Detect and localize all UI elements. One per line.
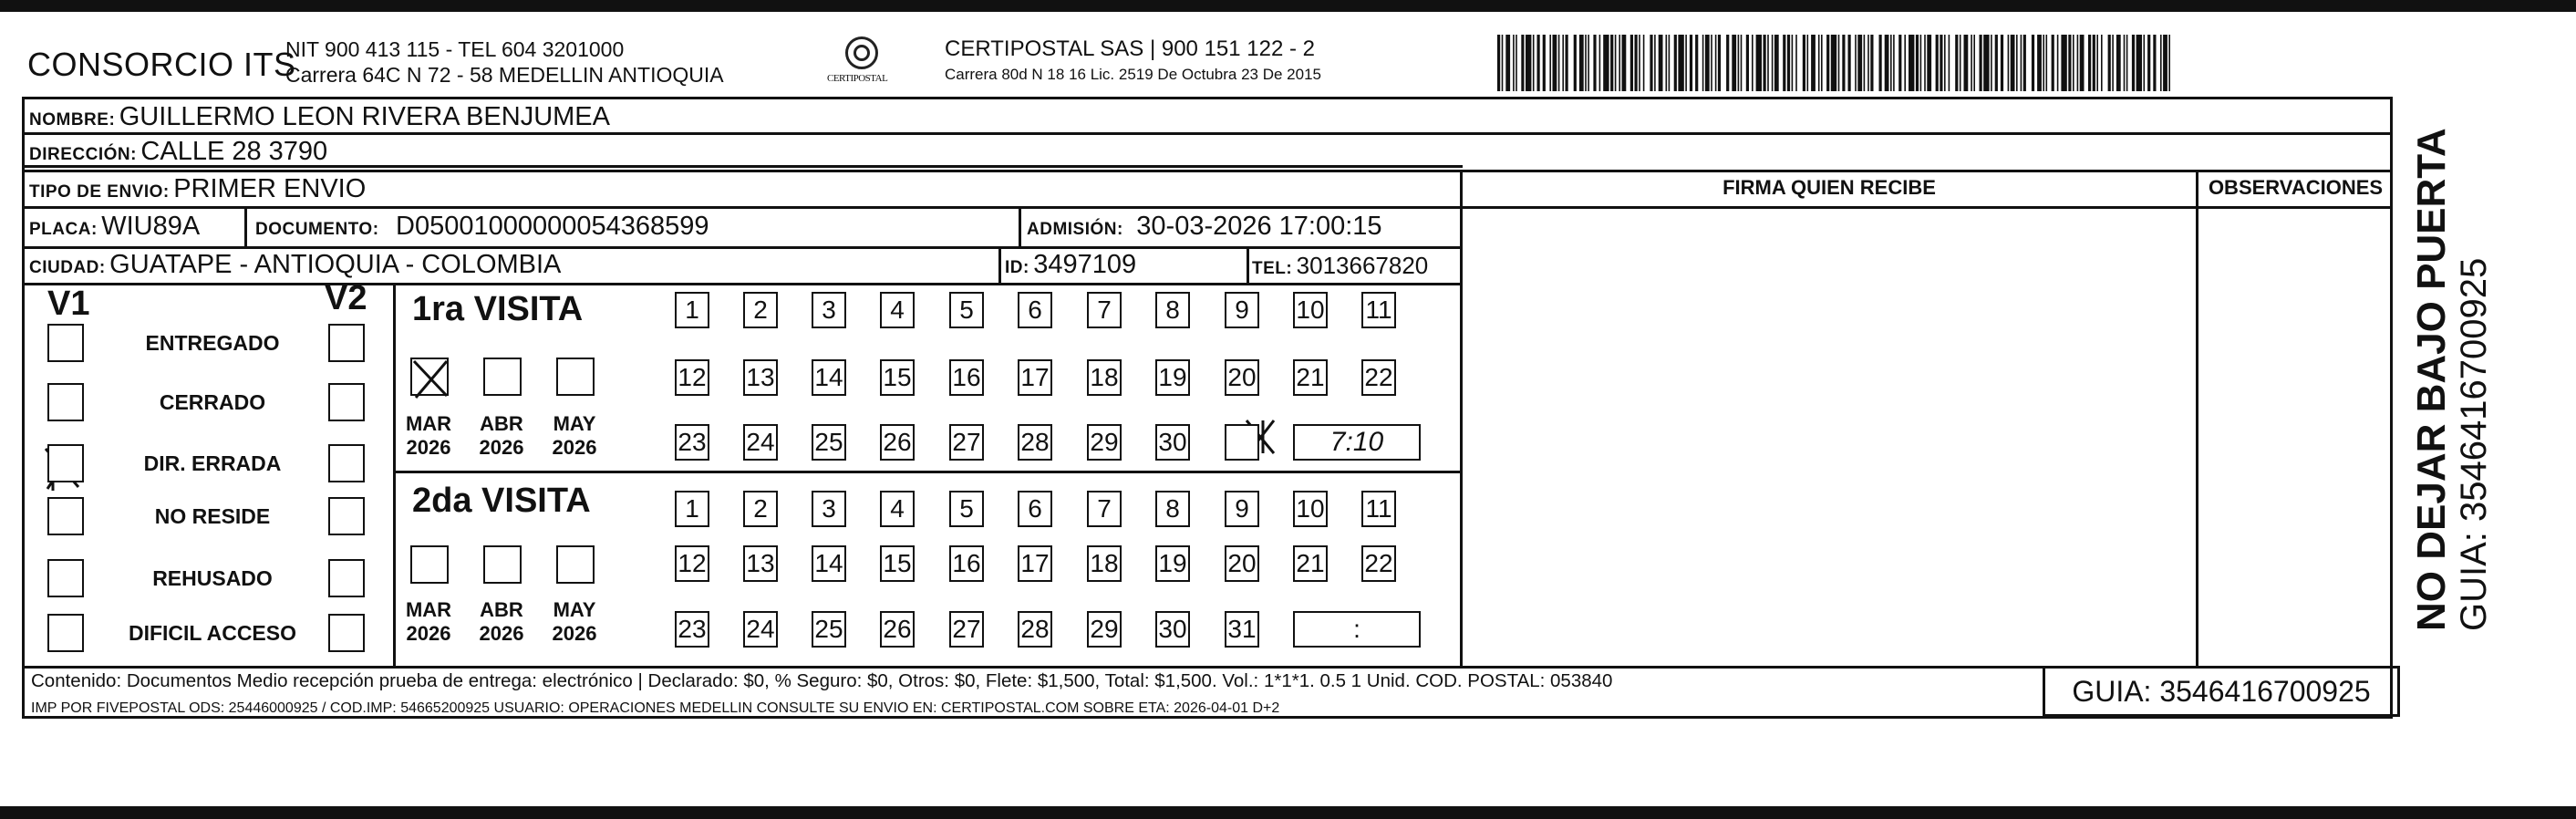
day-box[interactable]: 29 bbox=[1087, 424, 1122, 461]
barcode-bar bbox=[1588, 35, 1589, 91]
guia-box: GUIA: 3546416700925 bbox=[2043, 666, 2400, 717]
barcode-bar bbox=[1909, 35, 1914, 91]
barcode-bar bbox=[1898, 35, 1901, 91]
contenido-line: Contenido: Documentos Medio recepción prueba de entrega: electrónico | Declarado: $0, % Seguro: $0, Otros: $0, Flete: $1,500, Total: $1,500. Vol.: 1*1*1. 0.5 1 Unid. COD. POSTAL: 053840 bbox=[31, 670, 1613, 691]
documento-value: D05001000000054368599 bbox=[396, 212, 709, 241]
barcode-bar bbox=[1622, 35, 1627, 91]
barcode-bar bbox=[2163, 35, 2167, 91]
barcode-bar bbox=[2160, 35, 2162, 91]
day-box[interactable]: 5 bbox=[949, 292, 984, 328]
v1-header: V1 bbox=[47, 285, 90, 323]
day-box[interactable]: 15 bbox=[880, 545, 915, 582]
company-info bbox=[285, 36, 724, 88]
barcode-bar bbox=[2112, 35, 2114, 91]
barcode-bar bbox=[1741, 35, 1743, 91]
v1-checkbox[interactable] bbox=[47, 559, 84, 597]
barcode-bar bbox=[1811, 35, 1816, 91]
barcode-bar bbox=[1864, 35, 1866, 91]
day-box[interactable]: 3 bbox=[812, 491, 846, 527]
barcode-bar bbox=[2093, 35, 2095, 91]
barcode-bar bbox=[2023, 35, 2026, 91]
status-label: REHUSADO bbox=[152, 566, 273, 590]
day-box[interactable]: 29 bbox=[1087, 611, 1122, 648]
day-box[interactable]: 1 bbox=[675, 292, 709, 328]
barcode-bar bbox=[1537, 35, 1540, 91]
barcode-bar bbox=[1585, 35, 1587, 91]
admision-field bbox=[1027, 212, 1382, 242]
day-box[interactable]: 22 bbox=[1361, 545, 1396, 582]
barcode-bar bbox=[1711, 35, 1712, 91]
placa-field bbox=[29, 212, 200, 242]
barcode-bar bbox=[1767, 35, 1769, 91]
month-name: ABR bbox=[480, 412, 523, 435]
barcode-bar bbox=[1702, 35, 1704, 91]
barcode-bar bbox=[1533, 35, 1535, 91]
barcode-bar bbox=[1615, 35, 1617, 91]
day-box[interactable]: 31 bbox=[1225, 611, 1259, 648]
day-box[interactable]: 21 bbox=[1293, 545, 1328, 582]
direccion-label: DIRECCIÓN: bbox=[29, 145, 137, 164]
barcode bbox=[1497, 35, 2177, 91]
barcode-bar bbox=[1678, 35, 1683, 91]
barcode-bar bbox=[1558, 35, 1560, 91]
day-box[interactable]: 25 bbox=[812, 611, 846, 648]
day-box[interactable]: 14 bbox=[812, 359, 846, 396]
barcode-bar bbox=[1752, 35, 1754, 91]
day-box[interactable]: 2 bbox=[743, 491, 778, 527]
day-box[interactable]: 5 bbox=[949, 491, 984, 527]
barcode-bar bbox=[2068, 35, 2071, 91]
barcode-bar bbox=[1635, 35, 1638, 91]
barcode-bar bbox=[2052, 35, 2054, 91]
nombre-row bbox=[29, 102, 610, 132]
barcode-bar bbox=[2021, 35, 2023, 91]
day-box[interactable]: 13 bbox=[743, 545, 778, 582]
barcode-bar bbox=[1574, 35, 1577, 91]
side-text bbox=[2410, 128, 2494, 631]
barcode-bar bbox=[1983, 35, 1989, 91]
v2-header: V2 bbox=[325, 279, 367, 317]
barcode-bar bbox=[1855, 35, 1857, 91]
v2-checkbox[interactable] bbox=[328, 324, 365, 362]
barcode-bar bbox=[1991, 35, 1992, 91]
day-box[interactable]: 6 bbox=[1018, 491, 1052, 527]
barcode-bar bbox=[1826, 35, 1829, 91]
id-value: 3497109 bbox=[1033, 250, 1137, 279]
barcode-bar bbox=[1619, 35, 1620, 91]
month-label bbox=[401, 412, 456, 460]
barcode-bar bbox=[1526, 35, 1531, 91]
logo-text: CERTIPOSTAL bbox=[827, 73, 888, 84]
barcode-bar bbox=[1893, 35, 1895, 91]
nit-line: NIT 900 413 115 - TEL 604 3201000 bbox=[285, 37, 625, 61]
day-box[interactable]: 20 bbox=[1225, 545, 1259, 582]
barcode-bar bbox=[1497, 35, 1500, 91]
day-box[interactable]: 13 bbox=[743, 359, 778, 396]
company-address: Carrera 64C N 72 - 58 MEDELLIN ANTIOQUIA bbox=[285, 63, 724, 87]
barcode-bar bbox=[2037, 35, 2042, 91]
month-label bbox=[401, 598, 456, 646]
second-visit-title: 2da VISITA bbox=[412, 482, 591, 520]
barcode-bar bbox=[1927, 35, 1931, 91]
day-box[interactable]: 2 bbox=[743, 292, 778, 328]
barcode-bar bbox=[1669, 35, 1671, 91]
month-year: 2026 bbox=[406, 622, 451, 645]
side-guia-text: GUIA: 3546416700925 bbox=[2454, 257, 2494, 631]
tipo-envio-row bbox=[29, 174, 366, 204]
day-box[interactable]: 21 bbox=[1293, 359, 1328, 396]
day-box[interactable]: 15 bbox=[880, 359, 915, 396]
barcode-bar bbox=[1566, 35, 1568, 91]
barcode-bar bbox=[1879, 35, 1882, 91]
barcode-bar bbox=[1630, 35, 1633, 91]
month-year: 2026 bbox=[552, 622, 597, 645]
barcode-bar bbox=[1838, 35, 1840, 91]
no-dejar-text: NO DEJAR BAJO PUERTA bbox=[2409, 128, 2454, 631]
barcode-bar bbox=[1502, 35, 1504, 91]
month-name: ABR bbox=[480, 598, 523, 621]
day-box[interactable]: 9 bbox=[1225, 292, 1259, 328]
certipostal-logo-icon bbox=[825, 36, 898, 97]
barcode-bar bbox=[1821, 35, 1823, 91]
barcode-bar bbox=[2077, 35, 2079, 91]
v2-checkbox[interactable] bbox=[328, 383, 365, 421]
barcode-bar bbox=[1949, 35, 1950, 91]
barcode-bar bbox=[1516, 35, 1517, 91]
barcode-bar bbox=[2032, 35, 2034, 91]
barcode-bar bbox=[1639, 35, 1640, 91]
barcode-bar bbox=[1890, 35, 1892, 91]
barcode-bar bbox=[1960, 35, 1961, 91]
barcode-bar bbox=[1818, 35, 1820, 91]
barcode-bar bbox=[2046, 35, 2048, 91]
day-box[interactable]: 4 bbox=[880, 292, 915, 328]
day-box[interactable]: 10 bbox=[1293, 292, 1328, 328]
day-box[interactable]: 25 bbox=[812, 424, 846, 461]
month-year: 2026 bbox=[479, 622, 524, 645]
top-edge-bar bbox=[0, 0, 2576, 12]
barcode-bar bbox=[2101, 35, 2103, 91]
barcode-bar bbox=[1650, 35, 1652, 91]
barcode-bar bbox=[1870, 35, 1873, 91]
barcode-bar bbox=[2011, 35, 2015, 91]
direccion-value: CALLE 28 3790 bbox=[140, 137, 328, 166]
month-name: MAR bbox=[405, 598, 452, 621]
month-label bbox=[547, 598, 602, 646]
barcode-bar bbox=[1654, 35, 1656, 91]
barcode-bar bbox=[1973, 35, 1975, 91]
admision-label: ADMISIÓN: bbox=[1027, 220, 1123, 239]
firma-header: FIRMA QUIEN RECIBE bbox=[1723, 176, 1936, 199]
barcode-bar bbox=[2061, 35, 2066, 91]
day-box[interactable]: 7 bbox=[1087, 292, 1122, 328]
month-checkbox[interactable] bbox=[556, 358, 595, 396]
month-label bbox=[474, 412, 529, 460]
v1-checkbox[interactable] bbox=[47, 497, 84, 535]
barcode-bar bbox=[1867, 35, 1869, 91]
barcode-bar bbox=[1795, 35, 1797, 91]
tipo-envio-label: TIPO DE ENVIO: bbox=[29, 182, 170, 202]
barcode-bar bbox=[2001, 35, 2003, 91]
day-box[interactable]: 6 bbox=[1018, 292, 1052, 328]
month-name: MAY bbox=[553, 598, 596, 621]
barcode-bar bbox=[1944, 35, 1946, 91]
barcode-bar bbox=[1995, 35, 1998, 91]
barcode-bar bbox=[2153, 35, 2156, 91]
day-box[interactable]: 4 bbox=[880, 491, 915, 527]
barcode-bar bbox=[1659, 35, 1663, 91]
placa-value: WIU89A bbox=[101, 212, 201, 241]
month-checkbox[interactable] bbox=[483, 545, 522, 584]
barcode-bar bbox=[1792, 35, 1794, 91]
status-label: DIFICIL ACCESO bbox=[128, 621, 296, 645]
day-box[interactable]: 16 bbox=[949, 545, 984, 582]
barcode-bar bbox=[1955, 35, 1958, 91]
day-box[interactable]: 23 bbox=[675, 611, 709, 648]
v1-checkbox[interactable] bbox=[47, 324, 84, 362]
day-box[interactable]: 30 bbox=[1155, 424, 1190, 461]
barcode-bar bbox=[1521, 35, 1524, 91]
barcode-bar bbox=[1643, 35, 1645, 91]
barcode-bar bbox=[2168, 35, 2170, 91]
v1-checkbox[interactable] bbox=[47, 383, 84, 421]
v1-checkbox[interactable] bbox=[47, 444, 84, 482]
barcode-bar bbox=[1738, 35, 1740, 91]
day-box[interactable]: 8 bbox=[1155, 292, 1190, 328]
barcode-bar bbox=[1885, 35, 1889, 91]
month-year: 2026 bbox=[479, 436, 524, 459]
barcode-bar bbox=[1831, 35, 1836, 91]
v2-checkbox[interactable] bbox=[328, 444, 365, 482]
barcode-bar bbox=[2008, 35, 2010, 91]
month-checkbox[interactable] bbox=[410, 545, 449, 584]
month-label bbox=[474, 598, 529, 646]
day-box[interactable]: 19 bbox=[1155, 545, 1190, 582]
barcode-bar bbox=[1718, 35, 1721, 91]
barcode-bar bbox=[1732, 35, 1736, 91]
barcode-bar bbox=[1505, 35, 1510, 91]
observaciones-area[interactable] bbox=[2198, 209, 2393, 665]
tipo-envio-value: PRIMER ENVIO bbox=[173, 174, 367, 203]
barcode-bar bbox=[2096, 35, 2098, 91]
day-box[interactable]: 26 bbox=[880, 611, 915, 648]
ciudad-label: CIUDAD: bbox=[29, 258, 106, 277]
barcode-bar bbox=[1695, 35, 1698, 91]
day-box[interactable]: 12 bbox=[675, 545, 709, 582]
day-box[interactable]: 7 bbox=[1087, 491, 1122, 527]
barcode-bar bbox=[1705, 35, 1710, 91]
barcode-bar bbox=[1783, 35, 1785, 91]
month-label bbox=[547, 412, 602, 460]
barcode-bar bbox=[1936, 35, 1939, 91]
barcode-bar bbox=[1756, 35, 1762, 91]
nombre-value: GUILLERMO LEON RIVERA BENJUMEA bbox=[119, 102, 610, 131]
barcode-bar bbox=[1674, 35, 1677, 91]
first-visit-title: 1ra VISITA bbox=[412, 290, 584, 328]
status-label: CERRADO bbox=[159, 390, 266, 414]
barcode-bar bbox=[1553, 35, 1557, 91]
barcode-bar bbox=[2073, 35, 2074, 91]
tel-label: TEL: bbox=[1252, 259, 1293, 278]
barcode-bar bbox=[1924, 35, 1926, 91]
barcode-bar bbox=[1603, 35, 1609, 91]
day-box[interactable]: 11 bbox=[1361, 491, 1396, 527]
barcode-bar bbox=[1513, 35, 1515, 91]
barcode-bar bbox=[2088, 35, 2091, 91]
barcode-bar bbox=[1593, 35, 1596, 91]
barcode-bar bbox=[2016, 35, 2018, 91]
barcode-bar bbox=[1610, 35, 1613, 91]
day-box[interactable]: 22 bbox=[1361, 359, 1396, 396]
observaciones-header: OBSERVACIONES bbox=[2208, 176, 2384, 199]
day-box[interactable]: 17 bbox=[1018, 545, 1052, 582]
barcode-bar bbox=[1964, 35, 1969, 91]
admision-value: 30-03-2026 17:00:15 bbox=[1136, 212, 1382, 241]
v2-checkbox[interactable] bbox=[328, 497, 365, 535]
barcode-bar bbox=[1599, 35, 1601, 91]
status-label: NO RESIDE bbox=[154, 504, 271, 528]
barcode-bar bbox=[1579, 35, 1584, 91]
day-box[interactable]: 12 bbox=[675, 359, 709, 396]
day-box[interactable]: 17 bbox=[1018, 359, 1052, 396]
barcode-bar bbox=[1971, 35, 1972, 91]
barcode-bar bbox=[1940, 35, 1942, 91]
barcode-bar bbox=[1803, 35, 1805, 91]
month-name: MAR bbox=[405, 412, 452, 435]
month-year: 2026 bbox=[552, 436, 597, 459]
documento-field bbox=[255, 212, 709, 242]
barcode-bar bbox=[1807, 35, 1809, 91]
barcode-bar bbox=[2043, 35, 2044, 91]
barcode-bar bbox=[1916, 35, 1919, 91]
barcode-bar bbox=[1746, 35, 1749, 91]
month-checkbox[interactable] bbox=[410, 358, 449, 396]
barcode-bar bbox=[2124, 35, 2126, 91]
barcode-bar bbox=[2126, 35, 2128, 91]
certipostal-line: CERTIPOSTAL SAS | 900 151 122 - 2 bbox=[945, 36, 1315, 61]
barcode-bar bbox=[1685, 35, 1687, 91]
month-year: 2026 bbox=[406, 436, 451, 459]
barcode-bar bbox=[2144, 35, 2146, 91]
barcode-bar bbox=[1774, 35, 1779, 91]
barcode-bar bbox=[2136, 35, 2142, 91]
barcode-bar bbox=[1857, 35, 1862, 91]
month-checkbox[interactable] bbox=[556, 545, 595, 584]
barcode-bar bbox=[1772, 35, 1774, 91]
day-box[interactable]: 11 bbox=[1361, 292, 1396, 328]
month-checkbox[interactable] bbox=[483, 358, 522, 396]
barcode-bar bbox=[1666, 35, 1668, 91]
tel-field bbox=[1252, 252, 1428, 280]
barcode-bar bbox=[1787, 35, 1790, 91]
day-box[interactable]: 10 bbox=[1293, 491, 1328, 527]
imp-line: IMP POR FIVEPOSTAL ODS: 25446000925 / COD.IMP: 54665200925 USUARIO: OPERACIONES MEDELLIN CONSULTE SU ENVIO EN: CERTIPOSTAL.COM SOBRE ETA: 2026-04-01 D+2 bbox=[31, 700, 1280, 716]
placa-label: PLACA: bbox=[29, 220, 98, 239]
status-label: DIR. ERRADA bbox=[143, 451, 282, 475]
day-box[interactable]: 8 bbox=[1155, 491, 1190, 527]
day-box[interactable]: 26 bbox=[880, 424, 915, 461]
day-box[interactable]: 24 bbox=[743, 424, 778, 461]
day-box[interactable]: 1 bbox=[675, 491, 709, 527]
ciudad-value: GUATAPE - ANTIOQUIA - COLOMBIA bbox=[109, 250, 562, 279]
barcode-bar bbox=[1543, 35, 1546, 91]
barcode-bar bbox=[2057, 35, 2059, 91]
tel-value: 3013667820 bbox=[1296, 252, 1429, 279]
barcode-bar bbox=[2116, 35, 2121, 91]
company-name: CONSORCIO ITS bbox=[27, 46, 296, 83]
day-box-31[interactable] bbox=[1225, 424, 1259, 461]
barcode-bar bbox=[1549, 35, 1551, 91]
day-box[interactable]: 3 bbox=[812, 292, 846, 328]
barcode-bar bbox=[1562, 35, 1564, 91]
day-box[interactable]: 28 bbox=[1018, 611, 1052, 648]
barcode-bar bbox=[1980, 35, 1982, 91]
barcode-bar bbox=[1904, 35, 1906, 91]
month-name: MAY bbox=[553, 412, 596, 435]
v2-checkbox[interactable] bbox=[328, 614, 365, 652]
nombre-label: NOMBRE: bbox=[29, 110, 116, 130]
documento-label: DOCUMENTO: bbox=[255, 220, 379, 239]
barcode-bar bbox=[2147, 35, 2150, 91]
direccion-row bbox=[29, 137, 327, 167]
id-label: ID: bbox=[1005, 258, 1029, 277]
day-box[interactable]: 18 bbox=[1087, 545, 1122, 582]
day-box[interactable]: 9 bbox=[1225, 491, 1259, 527]
id-field bbox=[1005, 250, 1136, 280]
ciudad-field bbox=[29, 250, 561, 280]
certipostal-address: Carrera 80d N 18 16 Lic. 2519 De Octubra 23 De 2015 bbox=[945, 66, 1321, 83]
barcode-bar bbox=[1715, 35, 1717, 91]
day-box[interactable]: 27 bbox=[949, 424, 984, 461]
day-box[interactable]: 27 bbox=[949, 611, 984, 648]
day-box[interactable]: 23 bbox=[675, 424, 709, 461]
day-box[interactable]: 30 bbox=[1155, 611, 1190, 648]
v2-checkbox[interactable] bbox=[328, 559, 365, 597]
barcode-bar bbox=[1848, 35, 1851, 91]
day-box[interactable]: 24 bbox=[743, 611, 778, 648]
v1-checkbox[interactable] bbox=[47, 614, 84, 652]
barcode-bar bbox=[2108, 35, 2111, 91]
time-box[interactable]: : bbox=[1293, 611, 1421, 648]
day-box[interactable]: 28 bbox=[1018, 424, 1052, 461]
bottom-edge-bar bbox=[0, 806, 2576, 819]
day-box[interactable]: 16 bbox=[949, 359, 984, 396]
day-box[interactable]: 19 bbox=[1155, 359, 1190, 396]
day-box[interactable]: 18 bbox=[1087, 359, 1122, 396]
barcode-bar bbox=[1726, 35, 1729, 91]
barcode-bar bbox=[1764, 35, 1766, 91]
barcode-bar bbox=[2132, 35, 2135, 91]
day-box[interactable]: 20 bbox=[1225, 359, 1259, 396]
status-label: ENTREGADO bbox=[145, 331, 280, 355]
firma-area[interactable] bbox=[1463, 209, 2196, 665]
barcode-bar bbox=[1690, 35, 1692, 91]
barcode-bar bbox=[2080, 35, 2085, 91]
barcode-bar bbox=[1842, 35, 1845, 91]
barcode-bar bbox=[1920, 35, 1922, 91]
day-box[interactable]: 14 bbox=[812, 545, 846, 582]
time-box[interactable]: 7:10 bbox=[1293, 424, 1421, 461]
